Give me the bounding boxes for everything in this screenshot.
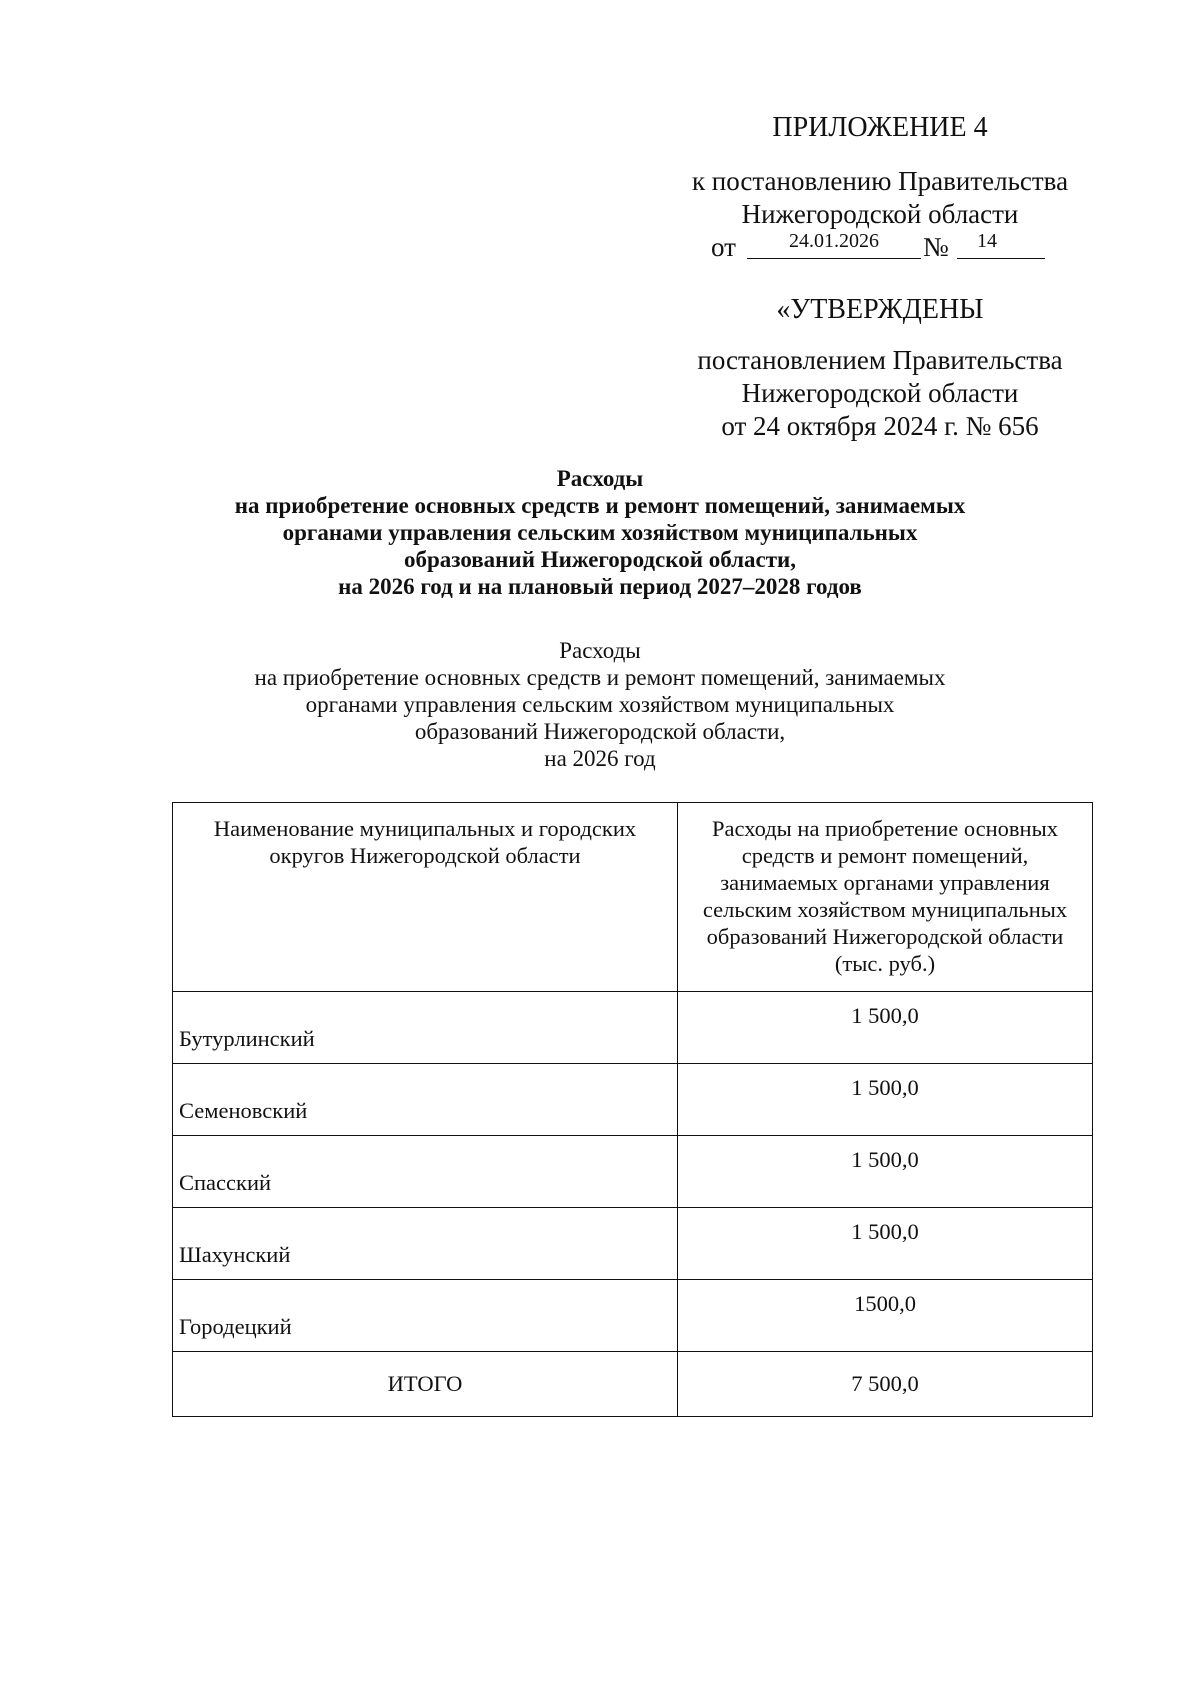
approved-title: «УТВЕРЖДЕНЫ	[776, 294, 984, 325]
expense-value: 1 500,0	[851, 1219, 919, 1244]
date-underline	[747, 258, 921, 259]
expense-value: 1 500,0	[851, 1003, 919, 1028]
table-row	[173, 1064, 1093, 1136]
expenses-table	[172, 802, 1093, 1417]
registration-date: 24.01.2026	[789, 230, 879, 252]
municipality-cell	[173, 1064, 678, 1136]
table-title-line-3: органами управления сельским хозяйством муниципальных	[305, 692, 895, 717]
municipality-name: Шахунский	[179, 1241, 291, 1267]
table-title-line-4: образований Нижегородской области,	[414, 719, 786, 744]
header-expenses-line-5: образований Нижегородской области	[706, 924, 1064, 949]
to-resolution-line-1: к постановлению Правительства	[691, 166, 1069, 196]
main-title-line-2: на приобретение основных средств и ремонт помещений, занимаемых	[234, 493, 966, 518]
main-title-line-3: органами управления сельским хозяйством муниципальных	[282, 520, 918, 545]
to-resolution-line-2: Нижегородской области	[741, 199, 1019, 229]
table-row	[173, 1208, 1093, 1280]
expense-value: 1500,0	[854, 1291, 916, 1316]
header-expenses-line-1: Расходы на приобретение основных	[712, 816, 1058, 841]
appendix-title: ПРИЛОЖЕНИЕ 4	[772, 112, 988, 143]
municipality-name: Семеновский	[179, 1097, 308, 1123]
header-municipality	[173, 803, 678, 992]
expense-cell	[678, 1136, 1093, 1208]
municipality-name: Городецкий	[179, 1313, 292, 1339]
header-municipality-line-2: округов Нижегородской области	[269, 843, 581, 868]
municipality-name: Бутурлинский	[179, 1025, 315, 1051]
from-label: от	[711, 232, 736, 262]
number-underline	[957, 258, 1045, 259]
expense-cell	[678, 992, 1093, 1064]
table-title-line-2: на приобретение основных средств и ремонт помещений, занимаемых	[254, 665, 946, 690]
main-title	[170, 465, 1030, 600]
municipality-cell	[173, 992, 678, 1064]
table-header-row	[173, 803, 1093, 992]
header-expenses-line-4: сельским хозяйством муниципальных	[702, 897, 1068, 922]
header-municipality-line-1: Наименование муниципальных и городских	[213, 816, 637, 841]
municipality-cell	[173, 1208, 678, 1280]
header-expenses-line-3: занимаемых органами управления	[720, 870, 1050, 895]
approved-line-3: от 24 октября 2024 г. № 656	[721, 411, 1039, 441]
header-expenses-unit: (тыс. руб.)	[834, 951, 936, 976]
approved-line-2: Нижегородской области	[741, 378, 1019, 408]
main-title-line-1: Расходы	[556, 466, 644, 491]
table-row	[173, 1280, 1093, 1352]
header-expenses	[678, 803, 1093, 992]
approved-line-1: постановлением Правительства	[697, 345, 1063, 375]
table-row	[173, 992, 1093, 1064]
table-title-line-5: на 2026 год	[544, 746, 656, 771]
main-title-line-5: на 2026 год и на плановый период 2027–2028 годов	[338, 574, 862, 599]
expense-value: 1 500,0	[851, 1075, 919, 1100]
number-sign: №	[923, 232, 949, 262]
total-label: ИТОГО	[173, 1352, 678, 1417]
expense-cell	[678, 1064, 1093, 1136]
table-row	[173, 1136, 1093, 1208]
municipality-cell	[173, 1280, 678, 1352]
municipality-name: Спасский	[179, 1169, 272, 1195]
expense-cell	[678, 1208, 1093, 1280]
expense-value: 1 500,0	[851, 1147, 919, 1172]
total-value: 7 500,0	[678, 1352, 1093, 1417]
expense-cell	[678, 1280, 1093, 1352]
main-title-line-4: образований Нижегородской области,	[403, 547, 797, 572]
table-title	[170, 637, 1030, 772]
table-title-line-1: Расходы	[559, 638, 641, 663]
municipality-cell	[173, 1136, 678, 1208]
header-expenses-line-2: средств и ремонт помещений,	[741, 843, 1029, 868]
registration-number: 14	[977, 230, 997, 252]
total-row	[173, 1352, 1093, 1417]
